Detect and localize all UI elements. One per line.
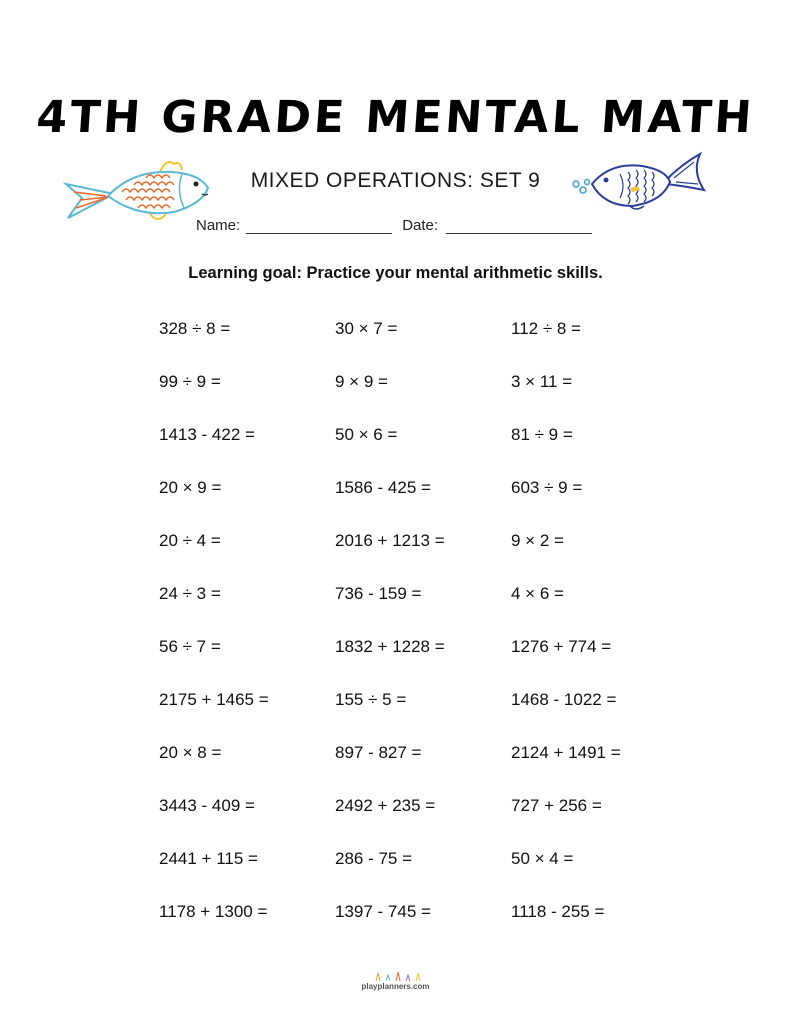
math-problem: 736 - 159 = bbox=[335, 584, 422, 603]
name-label: Name: bbox=[196, 217, 241, 234]
math-problem: 9 × 9 = bbox=[335, 372, 388, 391]
math-problem: 9 × 2 = bbox=[511, 531, 564, 550]
math-problem: 1586 - 425 = bbox=[335, 478, 431, 497]
math-problem: 2124 + 1491 = bbox=[511, 743, 621, 762]
math-problem: 286 - 75 = bbox=[335, 849, 413, 868]
math-problem: 3 × 11 = bbox=[511, 372, 573, 391]
math-problem: 2175 + 1465 = bbox=[159, 690, 269, 709]
math-problem: 99 ÷ 9 = bbox=[159, 372, 221, 391]
math-problem: 20 × 9 = bbox=[159, 478, 222, 497]
page-title: 4TH GRADE MENTAL MATH bbox=[34, 92, 757, 143]
math-problem: 30 × 7 = bbox=[335, 319, 398, 338]
date-label: Date: bbox=[402, 217, 439, 234]
math-problem: 20 ÷ 4 = bbox=[159, 531, 221, 550]
math-problem: 727 + 256 = bbox=[511, 796, 602, 815]
math-problem: 1397 - 745 = bbox=[335, 902, 431, 921]
page-subtitle: MIXED OPERATIONS: SET 9 bbox=[250, 169, 541, 192]
name-date-row bbox=[196, 217, 592, 234]
learning-goal: Learning goal: Practice your mental arithmetic skills. bbox=[188, 264, 603, 282]
math-problem: 1468 - 1022 = bbox=[511, 690, 617, 709]
math-problem: 56 ÷ 7 = bbox=[159, 637, 221, 656]
math-problem: 2492 + 235 = bbox=[335, 796, 436, 815]
math-problem: 4 × 6 = bbox=[511, 584, 564, 603]
math-problem: 3443 - 409 = bbox=[159, 796, 255, 815]
math-problem: 897 - 827 = bbox=[335, 743, 422, 762]
problem-grid bbox=[159, 318, 687, 954]
footer-brand: playplanners.com bbox=[361, 982, 430, 991]
math-problem: 50 × 4 = bbox=[511, 849, 574, 868]
math-problem: 112 ÷ 8 = bbox=[511, 319, 581, 338]
math-problem: 1413 - 422 = bbox=[159, 425, 255, 444]
math-problem: 24 ÷ 3 = bbox=[159, 584, 221, 603]
math-problem: 2441 + 115 = bbox=[159, 849, 258, 868]
math-problem: 328 ÷ 8 = bbox=[159, 319, 231, 338]
math-problem: 2016 + 1213 = bbox=[335, 531, 445, 550]
math-problem: 1276 + 774 = bbox=[511, 637, 612, 656]
math-problem: 1832 + 1228 = bbox=[335, 637, 445, 656]
math-problem: 155 ÷ 5 = bbox=[335, 690, 407, 709]
math-problem: 50 × 6 = bbox=[335, 425, 398, 444]
math-problem: 1118 - 255 = bbox=[511, 902, 605, 921]
math-problem: 603 ÷ 9 = bbox=[511, 478, 583, 497]
math-problem: 1178 + 1300 = bbox=[159, 902, 268, 921]
date-field[interactable] bbox=[446, 217, 592, 234]
name-field[interactable] bbox=[246, 217, 392, 234]
math-problem: 20 × 8 = bbox=[159, 743, 222, 762]
math-problem: 81 ÷ 9 = bbox=[511, 425, 573, 444]
